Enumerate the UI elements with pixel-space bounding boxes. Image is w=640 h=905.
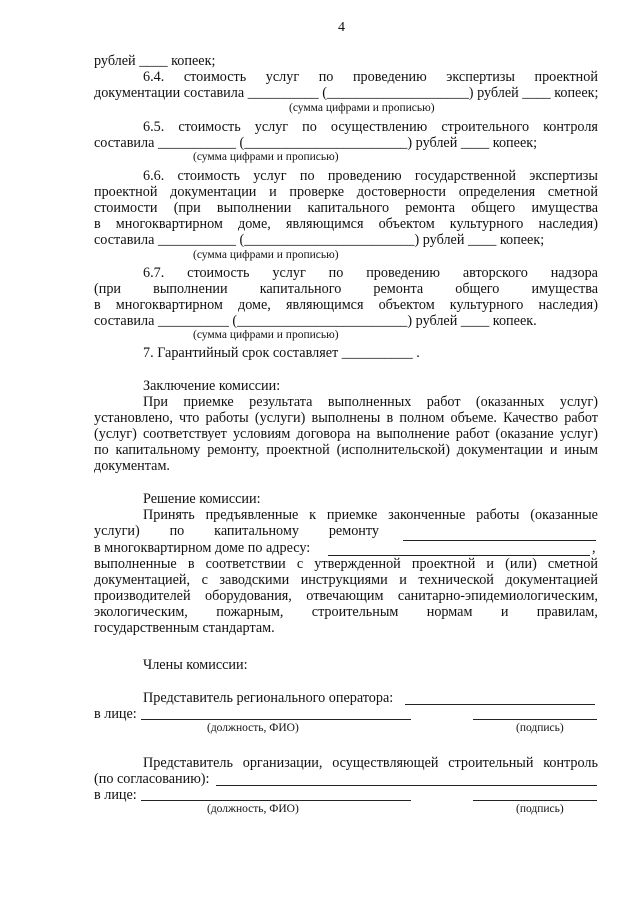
justified-line bbox=[94, 523, 379, 539]
text-fragment: копеек. bbox=[492, 313, 537, 329]
blank-field[interactable]: ___________ bbox=[157, 135, 236, 151]
word: полном bbox=[399, 410, 445, 426]
field-caption: (сумма цифрами и прописью) bbox=[193, 329, 339, 341]
word: пожарным, bbox=[216, 604, 284, 620]
word: проектной bbox=[411, 556, 476, 572]
word: многоквартирном bbox=[115, 216, 223, 232]
justified-line bbox=[143, 507, 598, 523]
position-name-field[interactable] bbox=[141, 719, 411, 720]
word: осуществлению bbox=[330, 119, 428, 135]
word: условиям bbox=[232, 426, 291, 442]
text-line: документам. bbox=[94, 458, 170, 474]
justified-line bbox=[94, 410, 598, 426]
text-line: в лице: bbox=[94, 706, 137, 722]
word: по bbox=[94, 442, 109, 458]
word: соответствует bbox=[142, 426, 227, 442]
word: (или) bbox=[505, 556, 537, 572]
blank-field[interactable]: ___________ bbox=[157, 232, 236, 248]
word: в bbox=[94, 216, 101, 232]
word: проектной bbox=[534, 69, 598, 85]
word: и bbox=[549, 442, 558, 458]
word: отвечающим bbox=[306, 588, 384, 604]
word: и bbox=[486, 556, 494, 572]
word: с bbox=[201, 572, 208, 588]
word: строительного bbox=[441, 119, 530, 135]
justified-line bbox=[94, 604, 598, 620]
word: доме, bbox=[237, 216, 271, 232]
text-line: (по согласованию): bbox=[94, 771, 210, 787]
word: выполненные bbox=[94, 556, 177, 572]
blank-field[interactable]: ____ bbox=[460, 135, 490, 151]
word: экспертизы bbox=[529, 168, 598, 184]
organization-field[interactable] bbox=[216, 785, 597, 786]
word: авторского bbox=[462, 265, 528, 281]
word: документацией, bbox=[94, 572, 191, 588]
word: иным bbox=[564, 442, 598, 458]
field-caption: (подпись) bbox=[516, 722, 564, 734]
text-line: в лице: bbox=[94, 787, 137, 803]
word: (услуг) bbox=[94, 426, 137, 442]
text-line: государственным стандартам. bbox=[94, 620, 275, 636]
text-fragment: рублей bbox=[422, 232, 465, 248]
word: проведению bbox=[366, 265, 440, 281]
word: проведению bbox=[327, 168, 402, 184]
word: являющимся bbox=[285, 216, 364, 232]
word: общего bbox=[471, 200, 516, 216]
word: наследия) bbox=[538, 297, 598, 313]
word: Принять bbox=[143, 507, 195, 523]
word: услуг) bbox=[559, 394, 598, 410]
word: оборудования, bbox=[204, 588, 292, 604]
word: услуг bbox=[253, 168, 287, 184]
word: 6.4. bbox=[143, 69, 165, 85]
word: в bbox=[187, 556, 195, 572]
word: государственной bbox=[414, 168, 517, 184]
justified-line bbox=[94, 556, 598, 572]
word: (при bbox=[173, 200, 201, 216]
blank-field[interactable]: (____________________) bbox=[322, 85, 474, 101]
blank-field[interactable]: ____ bbox=[522, 85, 551, 101]
word: культурного bbox=[449, 216, 524, 232]
justified-line bbox=[94, 184, 598, 200]
word: проектной bbox=[94, 184, 158, 200]
amount-line bbox=[94, 85, 598, 101]
amount-line bbox=[94, 232, 544, 248]
word: выполненных bbox=[327, 394, 412, 410]
word: (оказание bbox=[495, 426, 554, 442]
justified-line bbox=[143, 69, 598, 85]
word: имущества bbox=[531, 281, 598, 297]
word: с bbox=[296, 556, 304, 572]
word: наследия) bbox=[538, 216, 598, 232]
text-fragment: копеек; bbox=[499, 232, 545, 248]
word: контроля bbox=[543, 119, 598, 135]
word: в bbox=[386, 410, 394, 426]
amount-line bbox=[94, 313, 537, 329]
word: осуществляющей bbox=[332, 755, 439, 771]
page-number: 4 bbox=[338, 20, 345, 35]
word: услуг bbox=[272, 265, 306, 281]
word: являющимся bbox=[285, 297, 364, 313]
blank-field[interactable]: ____ bbox=[467, 232, 497, 248]
word: (услуги) bbox=[254, 410, 306, 426]
word: результата bbox=[249, 394, 313, 410]
word: что bbox=[179, 410, 200, 426]
word: работ bbox=[426, 394, 461, 410]
justified-line bbox=[143, 265, 598, 281]
word: экологическим, bbox=[94, 604, 188, 620]
word: Качество bbox=[503, 410, 559, 426]
justified-line bbox=[94, 588, 598, 604]
justified-line bbox=[94, 297, 598, 313]
text-fragment: копеек; bbox=[492, 135, 538, 151]
text-fragment: документации составила bbox=[94, 85, 245, 101]
word: сметной bbox=[547, 556, 598, 572]
word: и bbox=[269, 184, 277, 200]
field-caption: (сумма цифрами и прописью) bbox=[289, 102, 435, 114]
text-fragment: составила bbox=[94, 232, 155, 248]
justified-line bbox=[94, 572, 598, 588]
word: нормам bbox=[426, 604, 473, 620]
word: документацией bbox=[505, 572, 598, 588]
word: работ bbox=[564, 410, 598, 426]
word: капитального bbox=[307, 200, 390, 216]
blank-field[interactable]: __________ bbox=[247, 85, 319, 101]
word: (оказанные bbox=[530, 507, 598, 523]
word: ремонта bbox=[405, 200, 456, 216]
word: в bbox=[94, 297, 101, 313]
word: выполнены bbox=[311, 410, 381, 426]
position-name-field[interactable] bbox=[141, 800, 411, 801]
operator-field[interactable] bbox=[405, 704, 595, 705]
word: технической bbox=[418, 572, 494, 588]
word: приемке bbox=[326, 507, 378, 523]
blank-field[interactable]: (________________________) bbox=[239, 232, 420, 248]
word: проведению bbox=[352, 69, 427, 85]
text-fragment: составила bbox=[94, 135, 155, 151]
word: стоимость bbox=[177, 168, 240, 184]
word: работ bbox=[455, 426, 490, 442]
text-fragment: рублей bbox=[477, 85, 519, 101]
text-fragment: составила bbox=[94, 313, 155, 329]
word: (исполнительской) bbox=[336, 442, 450, 458]
word: договора bbox=[296, 426, 351, 442]
field-caption: (подпись) bbox=[516, 803, 564, 815]
word: проверке bbox=[289, 184, 345, 200]
text-fragment: рублей bbox=[415, 313, 458, 329]
word: ремонту, bbox=[207, 442, 260, 458]
word: ремонта bbox=[373, 281, 424, 297]
word: (при bbox=[94, 281, 122, 297]
text-line: в многоквартирном доме по адресу: bbox=[94, 540, 311, 556]
justified-line bbox=[143, 755, 598, 771]
word: правилам, bbox=[536, 604, 598, 620]
word: законченные bbox=[388, 507, 466, 523]
warranty-line: 7. Гарантийный срок составляет __________ . bbox=[143, 345, 420, 361]
word: по bbox=[328, 265, 344, 281]
field-caption: (сумма цифрами и прописью) bbox=[193, 249, 339, 261]
word: 6.7. bbox=[143, 265, 165, 281]
justified-line bbox=[94, 281, 598, 297]
blank-field[interactable] bbox=[403, 540, 596, 541]
section-heading: Заключение комиссии: bbox=[143, 378, 281, 394]
word: капитального bbox=[259, 281, 342, 297]
word: объектом bbox=[378, 216, 435, 232]
word: работы bbox=[205, 410, 249, 426]
word: установлено, bbox=[94, 410, 173, 426]
word: достоверности bbox=[356, 184, 446, 200]
text-fragment: , bbox=[592, 540, 596, 556]
justified-line bbox=[143, 168, 598, 184]
word: соответствии bbox=[205, 556, 286, 572]
word: многоквартирном bbox=[115, 297, 223, 313]
field-caption: (должность, ФИО) bbox=[207, 803, 299, 815]
word: инструкциями bbox=[300, 572, 388, 588]
field-caption: (сумма цифрами и прописью) bbox=[193, 151, 339, 163]
word: проектной bbox=[266, 442, 330, 458]
word: экспертизы bbox=[446, 69, 515, 85]
word: 6.5. bbox=[143, 119, 165, 135]
section-heading: Решение комиссии: bbox=[143, 491, 261, 507]
amount-line bbox=[94, 135, 537, 151]
word: культурного bbox=[449, 297, 524, 313]
word: При bbox=[143, 394, 168, 410]
blank-field[interactable]: (_______________________) bbox=[239, 135, 413, 151]
word: строительный bbox=[448, 755, 534, 771]
word: заводскими bbox=[219, 572, 290, 588]
justified-line bbox=[94, 442, 598, 458]
word: по bbox=[302, 119, 317, 135]
justified-line bbox=[143, 394, 598, 410]
word: на bbox=[356, 426, 371, 442]
word: надзора bbox=[550, 265, 598, 281]
signature-field[interactable] bbox=[473, 800, 597, 801]
word: приемке bbox=[183, 394, 234, 410]
word: по bbox=[318, 69, 334, 85]
justified-line bbox=[94, 216, 598, 232]
word: объектом bbox=[378, 297, 435, 313]
word: услуг bbox=[254, 119, 289, 135]
text-fragment: рублей bbox=[415, 135, 458, 151]
word: (оказанных bbox=[475, 394, 545, 410]
signature-field[interactable] bbox=[473, 719, 597, 720]
word: документации bbox=[170, 184, 257, 200]
word: услуг bbox=[265, 69, 300, 85]
word: стоимости bbox=[94, 200, 158, 216]
word: капитальному bbox=[115, 442, 201, 458]
word: утвержденной bbox=[314, 556, 401, 572]
word: документации bbox=[456, 442, 543, 458]
word: имущества bbox=[531, 200, 598, 216]
word: к bbox=[309, 507, 317, 523]
word: и bbox=[399, 572, 407, 588]
text-line: рублей ____ копеек; bbox=[94, 53, 216, 69]
word: по bbox=[299, 168, 315, 184]
word: выполнение bbox=[376, 426, 450, 442]
field-caption: (должность, ФИО) bbox=[207, 722, 299, 734]
justified-line bbox=[94, 200, 598, 216]
word: стоимость bbox=[183, 69, 247, 85]
word: услуги) bbox=[94, 523, 140, 539]
word: организации, bbox=[242, 755, 323, 771]
word: стоимость bbox=[178, 119, 241, 135]
word: строительным bbox=[311, 604, 399, 620]
word: выполнении bbox=[216, 200, 292, 216]
word: доме, bbox=[237, 297, 271, 313]
word: ремонту bbox=[328, 523, 379, 539]
word: объеме. bbox=[450, 410, 497, 426]
word: санитарно-эпидемиологическим, bbox=[397, 588, 598, 604]
word: по bbox=[169, 523, 185, 539]
word: работы bbox=[476, 507, 520, 523]
word: и bbox=[500, 604, 509, 620]
word: сметной bbox=[547, 184, 598, 200]
justified-line bbox=[94, 426, 598, 442]
word: услуг) bbox=[559, 426, 598, 442]
blank-field[interactable]: (________________________) bbox=[232, 313, 413, 329]
word: выполнении bbox=[153, 281, 228, 297]
word: капитальному bbox=[214, 523, 299, 539]
word: контроль bbox=[543, 755, 598, 771]
word: 6.6. bbox=[143, 168, 165, 184]
justified-line bbox=[143, 119, 598, 135]
word: общего bbox=[455, 281, 500, 297]
word: стоимость bbox=[187, 265, 250, 281]
text-line: Представитель регионального оператора: bbox=[143, 690, 394, 706]
blank-field[interactable]: __________ bbox=[157, 313, 229, 329]
blank-field[interactable]: ____ bbox=[460, 313, 490, 329]
word: определения bbox=[458, 184, 536, 200]
word: предъявленные bbox=[205, 507, 299, 523]
section-heading: Члены комиссии: bbox=[143, 657, 248, 673]
word: производителей bbox=[94, 588, 191, 604]
word: Представитель bbox=[143, 755, 233, 771]
text-fragment: копеек; bbox=[554, 85, 599, 101]
